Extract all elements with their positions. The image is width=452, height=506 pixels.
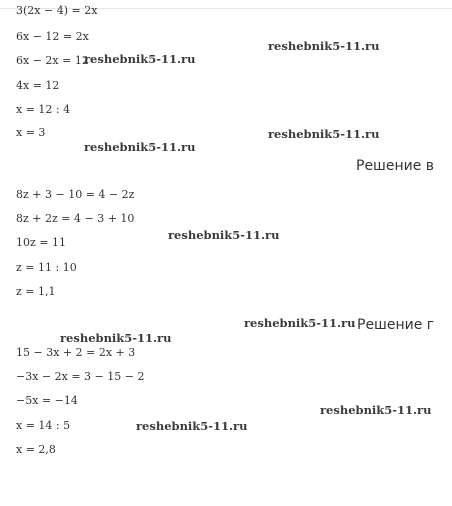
watermark: reshebnik5-11.ru [320,403,432,417]
watermark: reshebnik5-11.ru [244,316,356,330]
equation-line: 4x = 12 [16,79,60,92]
section-heading-g: Решение г [357,317,435,333]
watermark: reshebnik5-11.ru [168,228,280,242]
watermark: reshebnik5-11.ru [268,39,380,53]
equation-line: x = 12 : 4 [16,103,71,116]
watermark: reshebnik5-11.ru [268,127,380,141]
section-heading-v: Решение в [356,158,435,174]
equation-line: 3(2x − 4) = 2x [16,4,98,17]
equation-line: 10z = 11 [16,236,66,249]
equation-line: 8z + 2z = 4 − 3 + 10 [16,212,135,225]
equation-line: 15 − 3x + 2 = 2x + 3 [16,346,136,359]
watermark: reshebnik5-11.ru [84,52,196,66]
equation-line: 6x − 2x = 12 [16,54,89,67]
equation-line: z = 1,1 [16,285,56,298]
equation-line: 6x − 12 = 2x [16,30,89,43]
equation-line: x = 14 : 5 [16,419,71,432]
equation-line: z = 11 : 10 [16,261,77,274]
equation-line: −3x − 2x = 3 − 15 − 2 [16,370,145,383]
equation-line: x = 3 [16,126,46,139]
watermark: reshebnik5-11.ru [84,140,196,154]
watermark: reshebnik5-11.ru [136,419,248,433]
equation-line: 8z + 3 − 10 = 4 − 2z [16,188,135,201]
watermark: reshebnik5-11.ru [60,331,172,345]
equation-line: x = 2,8 [16,443,56,456]
equation-line: −5x = −14 [16,394,78,407]
